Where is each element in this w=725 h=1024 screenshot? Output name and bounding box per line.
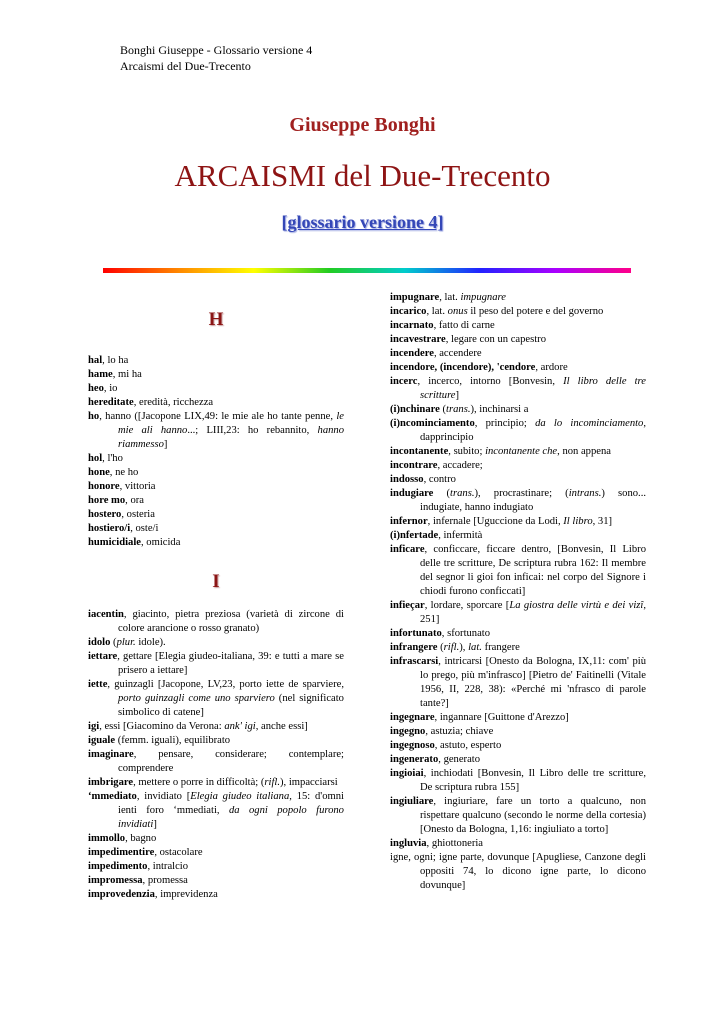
entry-text: frangere (481, 642, 520, 653)
entry-term: inficare (390, 544, 425, 555)
entry-term: humicidiale (88, 537, 141, 548)
entry-text: ) sono... indugiate, hanno indugiato (420, 488, 646, 513)
entry-term: improvedenzia (88, 889, 155, 900)
entry-text: ank' igi (224, 721, 256, 732)
entry-text: , imprevidenza (154, 889, 218, 900)
glossary-entry (88, 480, 344, 494)
glossary-entry (390, 767, 646, 795)
entry-text: , legare con un capestro (445, 334, 547, 345)
entry-text: , intralcio (147, 861, 189, 872)
entry-term: impugnare (390, 292, 440, 303)
entry-term: infernor (390, 516, 428, 527)
glossary-entry (390, 655, 646, 711)
entry-term: hol (88, 453, 103, 464)
entry-term: incontrare (390, 460, 438, 471)
glossary-entry (390, 291, 646, 305)
entry-text: , subito; (448, 446, 486, 457)
glossary-entry (390, 445, 646, 459)
entry-term: ingegno (390, 726, 426, 737)
entry-term: ingluvia (390, 838, 427, 849)
glossary-entry (390, 361, 646, 375)
entry-text: , bagno (125, 833, 157, 844)
entry-text: , incerco, intorno [Bonvesin, (417, 376, 564, 387)
entry-text: , vittoria (119, 481, 156, 492)
entry-text: ), impacciarsi (280, 777, 338, 788)
glossary-entry (390, 487, 646, 515)
entry-text: (femm. iguali), equilibrato (115, 735, 231, 746)
glossary-entry (390, 753, 646, 767)
entry-term: hame (88, 369, 113, 380)
entry-term: ingiuliare (390, 796, 434, 807)
entry-term: incontanente (390, 446, 449, 457)
glossary-entry (390, 375, 646, 403)
glossary-entry (390, 305, 646, 319)
entry-text: ( (439, 404, 447, 415)
entry-text: , fatto di carne (433, 320, 495, 331)
entry-term: hereditate (88, 397, 134, 408)
glossary-entry (390, 417, 646, 445)
entry-text: idole). (135, 637, 166, 648)
entry-term: incendore, (incendore), 'cendore (390, 362, 536, 373)
glossary-entry (88, 382, 344, 396)
entry-term: hostero (88, 509, 122, 520)
entry-term: iacentin (88, 609, 124, 620)
entry-text: , giacinto, pietra preziosa (varietà di zircone di colore arancione o rosso granato) (118, 609, 344, 634)
entry-term: ingegnoso (390, 740, 435, 751)
entry-text: Il libro (563, 516, 593, 527)
entry-term: hostiero/i (88, 523, 131, 534)
entry-text: , 31] (592, 516, 613, 527)
entry-term: honore (88, 481, 120, 492)
entry-text: , pensare, considerare; contemplare; comprendere (118, 749, 344, 774)
glossary-entry (88, 734, 344, 748)
entry-text: , contro (423, 474, 456, 485)
entry-term: hore mo (88, 495, 126, 506)
entry-term: incarico (390, 306, 427, 317)
entry-text: porto guinzagli come uno sparviero (118, 693, 275, 704)
header-line-1: Bonghi Giuseppe - Glossario versione 4 (120, 43, 313, 57)
entry-text: Elegia giudeo italiana (190, 791, 290, 802)
entry-text: (nel significato simbolico di catene] (118, 693, 344, 718)
entry-text: , sfortunato (441, 628, 491, 639)
entry-term: hone (88, 467, 110, 478)
entry-text: , lo ha (102, 355, 129, 366)
entry-term: impromessa (88, 875, 143, 886)
entry-text: , accadere; (437, 460, 483, 471)
entry-text: ] (455, 390, 460, 401)
glossary-entry (390, 627, 646, 641)
entry-term: (i)nchinare (390, 404, 440, 415)
entry-text: ] (153, 819, 157, 830)
page-title: ARCAISMI del Due-Trecento (174, 158, 551, 193)
entry-term: infrangere (390, 642, 438, 653)
entry-term: ‘mmediato (88, 791, 137, 802)
glossary-entry (390, 837, 646, 851)
header-line-2: Arcaismi del Due-Trecento (120, 59, 251, 73)
glossary-entry (88, 368, 344, 382)
subtitle: [glossario versione 4] (281, 212, 444, 232)
entry-text: , gettare [Elegia giudeo-italiana, 39: e tutti a mare se prisero a iettare] (117, 651, 344, 676)
entry-text: impugnare (460, 292, 506, 303)
entry-term: imbrigare (88, 777, 134, 788)
entry-text: , ostacolare (154, 847, 203, 858)
entry-term: ingegnare (390, 712, 435, 723)
entry-text: , 15: d'omni ienti foro ‘mmediati, (118, 791, 344, 816)
glossary-entry (390, 851, 646, 893)
entry-text: , omicida (140, 537, 181, 548)
entry-term: infieçar (390, 600, 425, 611)
glossary-entry (88, 494, 344, 508)
entry-text: , lordare, sporcare [ (424, 600, 510, 611)
entry-term: incerc (390, 376, 418, 387)
entry-term: incavestrare (390, 334, 446, 345)
entry-text: , ghiottoneria (426, 838, 484, 849)
glossary-entry (390, 739, 646, 753)
glossary-entry (88, 832, 344, 846)
entry-text: ( (433, 488, 451, 499)
entry-text: , intricarsi [Onesto da Bologna, IX,11: com' più lo prego, più m'infrasco] [Pietro de' Faitinelli (Vitale 1956, II, 228, 38): «Perché mi 'nfrasco di parole tante?] (420, 656, 646, 709)
entry-text: , generato (438, 754, 481, 765)
entry-text: ), procrastinare; ( (474, 488, 569, 499)
entry-text: , principio; (474, 418, 536, 429)
entry-text: , l'ho (102, 453, 123, 464)
entry-text: il peso del potere e del governo (467, 306, 604, 317)
entry-term: (i)ncominciamento (390, 418, 475, 429)
entry-term: indosso (390, 474, 424, 485)
entry-term: infortunato (390, 628, 442, 639)
entry-term: indugiare (390, 488, 434, 499)
entry-text: , mettere o porre in difficoltà; ( (133, 777, 265, 788)
entry-term: immollo (88, 833, 126, 844)
entry-term: ingenerato (390, 754, 439, 765)
glossary-entry (390, 319, 646, 333)
entry-text: , infermità (438, 530, 483, 541)
entry-text: , anche essi] (255, 721, 308, 732)
entry-text: , accendere (433, 348, 482, 359)
entry-term: impedimento (88, 861, 148, 872)
glossary-entry (88, 522, 344, 536)
entry-term: impedimentire (88, 847, 155, 858)
entry-term: iette (88, 679, 108, 690)
glossary-entry (390, 459, 646, 473)
glossary-entry (88, 636, 344, 650)
running-header (120, 42, 312, 74)
entry-text: hanno riammesso (118, 425, 344, 450)
glossary-entry (88, 860, 344, 874)
entry-text: , ardore (535, 362, 568, 373)
entry-term: iguale (88, 735, 116, 746)
glossary-entry (88, 354, 344, 368)
glossary-entry (390, 599, 646, 627)
author-name: Giuseppe Bonghi (289, 114, 436, 136)
glossary-entry (88, 396, 344, 410)
entry-text: igne, ogni; igne parte, dovunque [Apugliese, Canzone degli oppositi 74, lo dicono igne parte, lo dicono dovunque] (390, 852, 646, 891)
right-column (390, 291, 646, 893)
entry-text: , eredità, ricchezza (133, 397, 214, 408)
glossary-entry (390, 515, 646, 529)
glossary-entry (390, 543, 646, 599)
entry-text: ( (110, 637, 117, 648)
entry-text: ...; LIII,23: ho rebannito, (187, 425, 318, 436)
entry-text: , mi ha (112, 369, 142, 380)
glossary-entry (390, 529, 646, 543)
entry-term: incendere (390, 348, 434, 359)
entry-term: ho (88, 411, 100, 422)
entry-text: , ora (125, 495, 144, 506)
entry-text: da ogni popolo furono invidiati (118, 805, 344, 830)
entry-term: incarnato (390, 320, 434, 331)
entry-term: (i)nfertade (390, 530, 439, 541)
entry-text: Il libro delle tre scritture (420, 376, 646, 401)
entry-term: infrascarsi (390, 656, 439, 667)
entry-text: trans. (450, 488, 475, 499)
entry-text: , conficcare, ficcare dentro, [Bonvesin, Il Libro delle tre scritture, De scriptura rubra 162: Il membre del segnor li gioi fon inficai: nel corpo del Signore i chiodi furono conficcati] (420, 544, 646, 597)
entry-text: lat. (468, 642, 482, 653)
left-column (88, 300, 344, 902)
glossary-entry (88, 608, 344, 636)
glossary-entry (390, 711, 646, 725)
entry-text: ] (163, 439, 168, 450)
entry-text: ), inchinarsi a (470, 404, 529, 415)
glossary-entry (88, 410, 344, 452)
glossary-entry (88, 452, 344, 466)
entry-text: , inchiodati [Bonvesin, Il Libro delle tre scritture, De scriptura rubra 155] (420, 768, 646, 793)
entry-term: ingioiai (390, 768, 424, 779)
entry-text: , invidiato [ (136, 791, 191, 802)
entry-text: , lat. (426, 306, 448, 317)
section-letter-h: H (208, 309, 224, 330)
glossary-entry (88, 874, 344, 888)
glossary-entry (390, 333, 646, 347)
entry-text: onus (447, 306, 468, 317)
entry-text: da lo incominciamento (535, 418, 644, 429)
entry-text: , osteria (121, 509, 155, 520)
glossary-entry (88, 678, 344, 720)
entry-term: hal (88, 355, 103, 366)
entry-text: rifl. (443, 642, 460, 653)
glossary-entry (88, 508, 344, 522)
entry-text: ), (459, 642, 469, 653)
entry-text: , dapprincipio (420, 418, 647, 443)
entry-text: , ne ho (109, 467, 139, 478)
entry-text: , io (103, 383, 118, 394)
entry-text: , oste/i (130, 523, 159, 534)
glossary-entry (390, 473, 646, 487)
glossary-entry (88, 776, 344, 790)
entry-text: , non appena (557, 446, 611, 457)
entry-text: plur. (116, 637, 136, 648)
entry-text: intrans. (568, 488, 602, 499)
rainbow-divider (103, 268, 631, 273)
entry-text: , guinzagli [Jacopone, LV,23, porto iette de sparviere, (107, 679, 344, 690)
glossary-entry (88, 650, 344, 678)
entry-text: , infernale [Uguccione da Lodi, (427, 516, 564, 527)
entry-text: trans. (446, 404, 471, 415)
glossary-entry (88, 536, 344, 550)
entry-term: heo (88, 383, 104, 394)
glossary-entry (390, 795, 646, 837)
entry-text: La giostra delle virtù e dei vizî (509, 600, 644, 611)
entry-text: incontanente che (485, 446, 558, 457)
entry-text: , promessa (142, 875, 188, 886)
glossary-entry (88, 846, 344, 860)
glossary-entry (88, 790, 344, 832)
glossary-entry (88, 466, 344, 480)
entry-text: le mie ali hanno (118, 411, 344, 436)
glossary-entry (88, 720, 344, 734)
glossary-entry (390, 641, 646, 655)
entry-text: , ingannare [Guittone d'Arezzo] (434, 712, 569, 723)
section-letter-i: I (212, 571, 220, 592)
glossary-entry (88, 748, 344, 776)
entry-text: rifl. (264, 777, 281, 788)
entry-text: , astuto, esperto (434, 740, 502, 751)
entry-text: , essi [Giacomino da Verona: (99, 721, 225, 732)
entry-text: , hanno ([Jacopone LIX,49: le mie ale ho tante penne, (99, 411, 337, 422)
glossary-entry (390, 347, 646, 361)
entry-text: ( (437, 642, 444, 653)
entry-term: idolo (88, 637, 111, 648)
entry-text: , ingiuriare, fare un torto a qualcuno, non rispettare qualcuno (secondo le norme della cortesia) [Onesto da Bologna, 1,16: ingiuliato a torto] (420, 796, 646, 835)
entry-text: , astuzia; chiave (425, 726, 494, 737)
glossary-entry (390, 725, 646, 739)
entry-text: , 251] (420, 600, 646, 625)
entry-term: iettare (88, 651, 118, 662)
entry-term: imaginare (88, 749, 134, 760)
glossary-entry (390, 403, 646, 417)
entry-term: igi (88, 721, 100, 732)
glossary-entry (88, 888, 344, 902)
entry-text: , lat. (439, 292, 461, 303)
